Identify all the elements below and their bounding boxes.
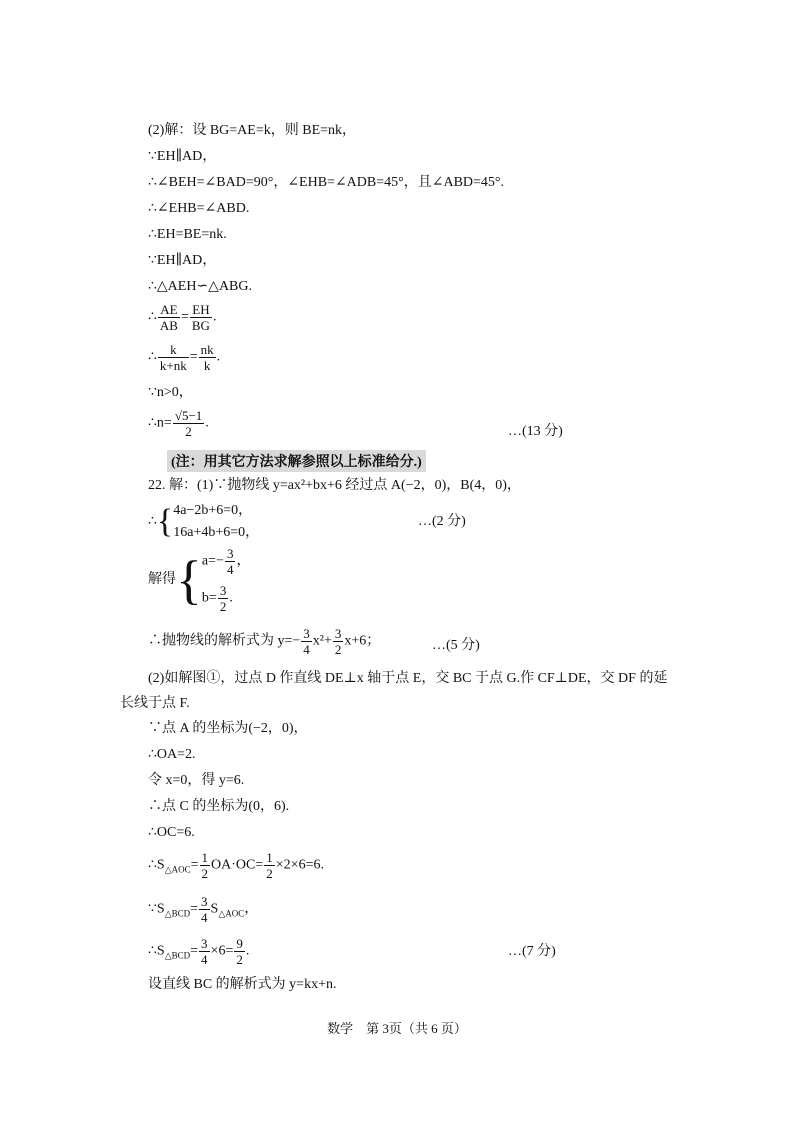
parabola-expression: ∴抛物线的解析式为 y=− $\frac{3}{4}$ x²+ $\frac{3}{2}$ x+6； (148, 626, 381, 657)
line-solution-2-start: (2)解：设 BG=AE=k，则 BE=nk， (148, 123, 357, 138)
fraction: $\frac{9}{2}$ (236, 936, 243, 967)
fraction: $\frac{3}{2}$ (334, 626, 342, 657)
equation-system: ∴{ 4a−2b+6=0， 16a+4b+6=0， (148, 503, 260, 540)
fraction: $\frac{1}{2}$ (201, 850, 209, 881)
fraction: $\frac{EH}{BG}$ (191, 302, 210, 333)
fraction: $\frac{3}{2}$ (219, 583, 227, 614)
question-22: 22. 解：(1)∵抛物线 y=ax²+bx+6 经过点 A(−2，0)，B(4，0)， (148, 478, 521, 493)
fraction: $\frac{k}{k+nk}$ (159, 342, 187, 373)
line-eh-parallel-ad: ∵EH∥AD， (148, 149, 217, 164)
fraction: $\frac{3}{4}$ (201, 936, 208, 967)
fraction: $\frac{3}{4}$ (303, 626, 310, 657)
line-eh-parallel-ad-2: ∵EH∥AD， (148, 253, 217, 268)
line-area-aoc: $\therefore S_{\triangle AOC}=$ $\frac{1}{2}$ OA·OC= $\frac{1}{2}$ ×2×6=6. (148, 850, 324, 881)
brace-icon: { (156, 503, 174, 540)
line-point-c: ∴点 C 的坐标为(0，6). (148, 799, 290, 814)
fraction: $\frac{3}{4}$ (226, 546, 234, 577)
fraction: $\frac{nk}{k}$ (200, 342, 214, 373)
fraction: $\frac{1}{2}$ (266, 850, 273, 881)
fraction: $\frac{3}{4}$ (201, 894, 208, 925)
line-area-bcd-ratio: $\because S_{\triangle BCD}=$ $\frac{3}{4}$ $S_{\triangle AOC}$， (148, 894, 259, 925)
line-part2-a: (2)如解图①，过点 D 作直线 DE⊥x 轴于点 E，交 BC 于点 G.作 CF⊥DE，交 DF 的延 (148, 671, 668, 686)
line-area-bcd: $\therefore S_{\triangle BCD}=$ $\frac{3}{4}$ ×6= $\frac{9}{2}$ . (148, 936, 250, 967)
line-angles: ∴∠BEH=∠BAD=90°，∠EHB=∠ADB=45°，且∠ABD=45°. (148, 175, 505, 190)
fraction: $\frac{AE}{AB}$ (159, 302, 178, 333)
fraction: $\frac{√5-1}{2}$ (174, 408, 203, 439)
solution-system: 解得{ a=− $\frac{3}{4}$ ， b= $\frac{3}{2}$ . (148, 546, 251, 614)
score-7: …(7 分) (508, 944, 556, 959)
line-oc: ∴OC=6. (148, 825, 195, 840)
line-ehb-abd: ∴∠EHB=∠ABD. (148, 201, 250, 216)
line-part2-b: 长线于点 F. (120, 696, 190, 711)
line-n-value: ∴n= $\frac{√5-1}{2}$ . (148, 408, 209, 439)
score-2: …(2 分) (418, 514, 466, 529)
line-n-positive: ∵n>0， (148, 385, 193, 400)
score-5: …(5 分) (432, 638, 480, 653)
note-banner: (注：用其它方法求解参照以上标准给分.) (167, 450, 426, 472)
brace-icon: { (176, 550, 202, 610)
line-bc-expression: 设直线 BC 的解析式为 y=kx+n. (148, 977, 337, 992)
line-oa: ∴OA=2. (148, 747, 196, 762)
line-ratio-k: ∴ $\frac{k}{k+nk}$ = $\frac{nk}{k}$ . (148, 342, 221, 373)
line-similar-triangles: ∴△AEH∽△ABG. (148, 279, 253, 294)
line-let-x: 令 x=0，得 y=6. (148, 773, 245, 788)
line-ratio: ∴ $\frac{AE}{AB}$ = $\frac{EH}{BG}$ . (148, 302, 217, 333)
score-13: …(13 分) (508, 424, 563, 439)
line-eh-be: ∴EH=BE=nk. (148, 227, 227, 242)
page-footer: 数学 第 3页（共 6 页） (327, 1021, 467, 1036)
line-point-a: ∵点 A 的坐标为(−2，0)， (148, 721, 308, 736)
